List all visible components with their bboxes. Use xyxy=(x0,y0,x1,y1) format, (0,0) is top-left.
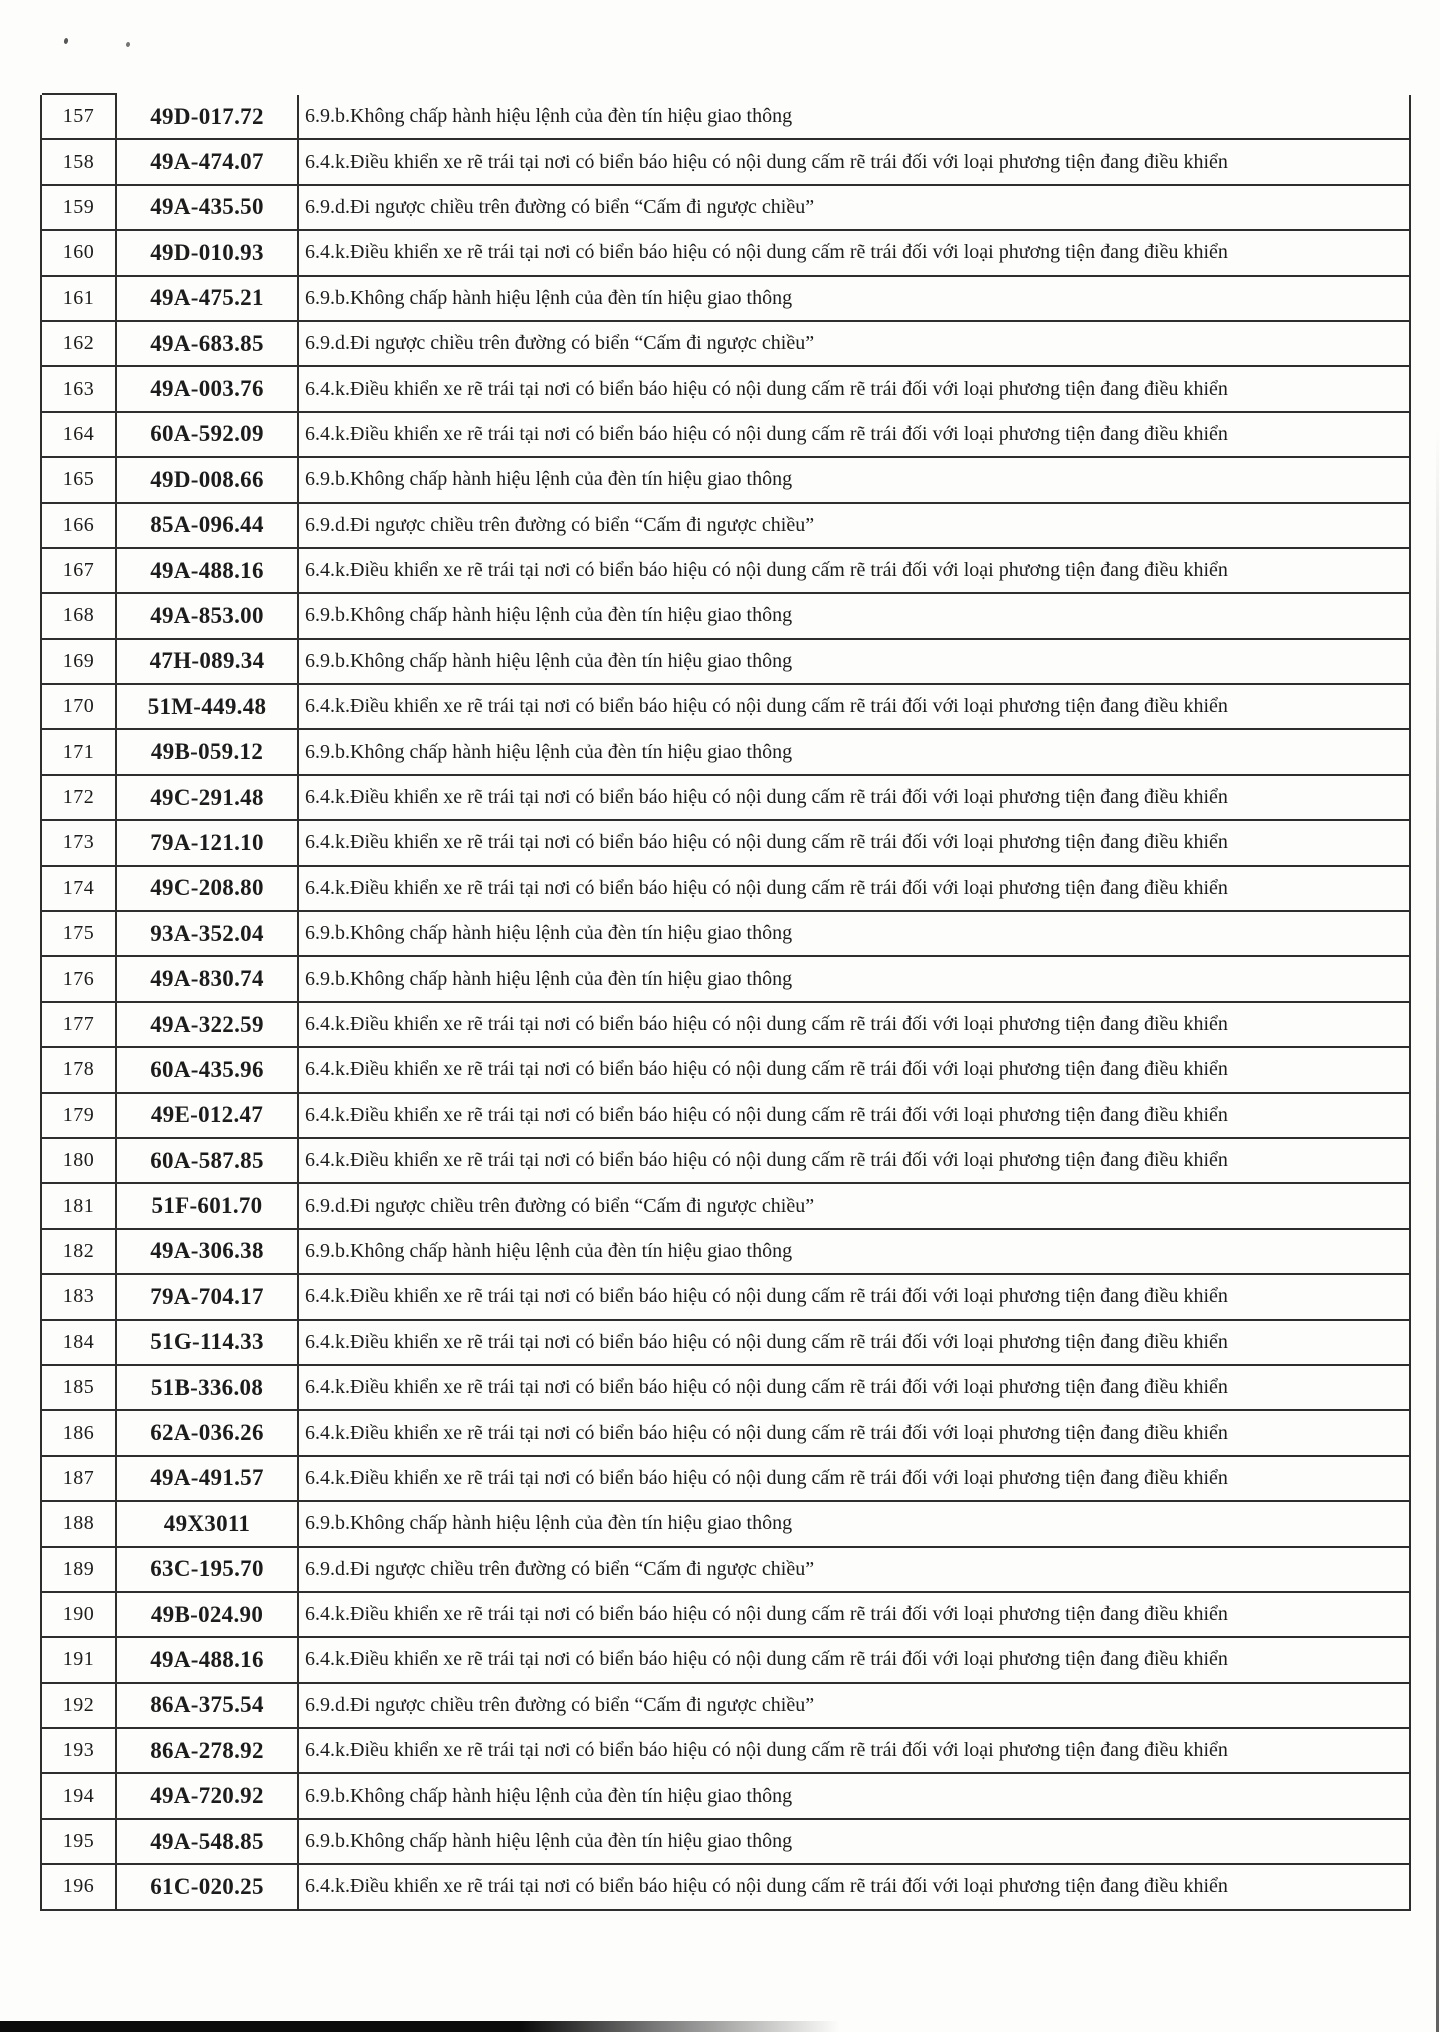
table-row xyxy=(42,1184,1409,1229)
violation-description-cell: 6.4.k.Điều khiển xe rẽ trái tại nơi có biển báo hiệu có nội dung cấm rẽ trái đối với loại phương tiện đang điều khiển xyxy=(305,1875,1228,1898)
plate-number-cell: 61C-020.25 xyxy=(117,1865,299,1908)
row-number-cell: 192 xyxy=(42,1684,117,1727)
violation-description-cell: 6.4.k.Điều khiển xe rẽ trái tại nơi có biển báo hiệu có nội dung cấm rẽ trái đối với loại phương tiện đang điều khiển xyxy=(305,1149,1228,1172)
table-row xyxy=(42,821,1409,866)
row-number-cell: 195 xyxy=(42,1820,117,1863)
plate-number-cell: 49A-322.59 xyxy=(117,1003,299,1046)
violation-description-cell: 6.4.k.Điều khiển xe rẽ trái tại nơi có biển báo hiệu có nội dung cấm rẽ trái đối với loại phương tiện đang điều khiển xyxy=(305,422,1228,445)
row-number-cell: 185 xyxy=(42,1366,117,1409)
violation-description-cell: 6.4.k.Điều khiển xe rẽ trái tại nơi có biển báo hiệu có nội dung cấm rẽ trái đối với loại phương tiện đang điều khiển xyxy=(305,1330,1228,1353)
violation-description-cell: 6.4.k.Điều khiển xe rẽ trái tại nơi có biển báo hiệu có nội dung cấm rẽ trái đối với loại phương tiện đang điều khiển xyxy=(305,1103,1228,1126)
table-row xyxy=(42,1366,1409,1411)
violation-description-cell: 6.9.b.Không chấp hành hiệu lệnh của đèn tín hiệu giao thông xyxy=(305,740,793,763)
violation-description-cell: 6.9.d.Đi ngược chiều trên đường có biển “Cấm đi ngược chiều” xyxy=(305,1194,815,1217)
table-row xyxy=(42,1321,1409,1366)
violation-description-cell: 6.4.k.Điều khiển xe rẽ trái tại nơi có biển báo hiệu có nội dung cấm rẽ trái đối với loại phương tiện đang điều khiển xyxy=(305,1739,1228,1762)
plate-number-cell: 49C-208.80 xyxy=(117,867,299,910)
row-number-cell: 194 xyxy=(42,1774,117,1817)
row-number-cell: 177 xyxy=(42,1003,117,1046)
row-number-cell: 178 xyxy=(42,1048,117,1091)
plate-number-cell: 49B-059.12 xyxy=(117,730,299,773)
table-row xyxy=(42,1275,1409,1320)
violation-description-cell: 6.9.b.Không chấp hành hiệu lệnh của đèn tín hiệu giao thông xyxy=(305,1784,793,1807)
table-row xyxy=(42,1094,1409,1139)
row-number-cell: 160 xyxy=(42,231,117,274)
row-number-cell: 164 xyxy=(42,413,117,456)
plate-number-cell: 60A-587.85 xyxy=(117,1139,299,1182)
row-number-cell: 187 xyxy=(42,1457,117,1500)
table-row xyxy=(42,549,1409,594)
violation-description-cell: 6.4.k.Điều khiển xe rẽ trái tại nơi có biển báo hiệu có nội dung cấm rẽ trái đối với loại phương tiện đang điều khiển xyxy=(305,1648,1228,1671)
row-number-cell: 181 xyxy=(42,1184,117,1227)
row-number-cell: 174 xyxy=(42,867,117,910)
plate-number-cell: 49A-488.16 xyxy=(117,549,299,592)
table-row xyxy=(42,1774,1409,1819)
violation-description-cell: 6.9.b.Không chấp hành hiệu lệnh của đèn tín hiệu giao thông xyxy=(305,1239,793,1262)
row-number-cell: 172 xyxy=(42,776,117,819)
table-row xyxy=(42,140,1409,185)
table-row xyxy=(42,1684,1409,1729)
table-row xyxy=(42,1139,1409,1184)
table-row xyxy=(42,1820,1409,1865)
plate-number-cell: 51F-601.70 xyxy=(117,1184,299,1227)
violation-description-cell: 6.4.k.Điều khiển xe rẽ trái tại nơi có biển báo hiệu có nội dung cấm rẽ trái đối với loại phương tiện đang điều khiển xyxy=(305,241,1228,264)
row-number-cell: 161 xyxy=(42,277,117,320)
scan-artifact-bottom-bar xyxy=(0,2021,840,2032)
violation-description-cell: 6.4.k.Điều khiển xe rẽ trái tại nơi có biển báo hiệu có nội dung cấm rẽ trái đối với loại phương tiện đang điều khiển xyxy=(305,559,1228,582)
table-row xyxy=(42,1003,1409,1048)
table-row xyxy=(42,367,1409,412)
plate-number-cell: 49D-008.66 xyxy=(117,458,299,501)
table-row xyxy=(42,685,1409,730)
violation-description-cell: 6.9.d.Đi ngược chiều trên đường có biển “Cấm đi ngược chiều” xyxy=(305,1557,815,1580)
violation-description-cell: 6.9.b.Không chấp hành hiệu lệnh của đèn tín hiệu giao thông xyxy=(305,922,793,945)
table-row xyxy=(42,231,1409,276)
violation-description-cell: 6.4.k.Điều khiển xe rẽ trái tại nơi có biển báo hiệu có nội dung cấm rẽ trái đối với loại phương tiện đang điều khiển xyxy=(305,1376,1228,1399)
plate-number-cell: 49A-720.92 xyxy=(117,1774,299,1817)
table-row xyxy=(42,1230,1409,1275)
plate-number-cell: 49A-475.21 xyxy=(117,277,299,320)
plate-number-cell: 93A-352.04 xyxy=(117,912,299,955)
plate-number-cell: 49A-683.85 xyxy=(117,322,299,365)
violation-description-cell: 6.4.k.Điều khiển xe rẽ trái tại nơi có biển báo hiệu có nội dung cấm rẽ trái đối với loại phương tiện đang điều khiển xyxy=(305,1603,1228,1626)
row-number-cell: 166 xyxy=(42,504,117,547)
violation-description-cell: 6.4.k.Điều khiển xe rẽ trái tại nơi có biển báo hiệu có nội dung cấm rẽ trái đối với loại phương tiện đang điều khiển xyxy=(305,1421,1228,1444)
row-number-cell: 159 xyxy=(42,186,117,229)
violation-description-cell: 6.9.b.Không chấp hành hiệu lệnh của đèn tín hiệu giao thông xyxy=(305,604,793,627)
row-number-cell: 176 xyxy=(42,957,117,1000)
table-row xyxy=(42,95,1409,140)
plate-number-cell: 49D-017.72 xyxy=(117,95,299,138)
violations-table xyxy=(40,95,1411,1911)
row-number-cell: 173 xyxy=(42,821,117,864)
row-number-cell: 168 xyxy=(42,594,117,637)
violation-description-cell: 6.9.d.Đi ngược chiều trên đường có biển “Cấm đi ngược chiều” xyxy=(305,1693,815,1716)
row-number-cell: 186 xyxy=(42,1411,117,1454)
table-row xyxy=(42,1548,1409,1593)
row-number-cell: 169 xyxy=(42,640,117,683)
plate-number-cell: 49C-291.48 xyxy=(117,776,299,819)
row-number-cell: 167 xyxy=(42,549,117,592)
plate-number-cell: 79A-704.17 xyxy=(117,1275,299,1318)
table-row xyxy=(42,957,1409,1002)
violation-description-cell: 6.4.k.Điều khiển xe rẽ trái tại nơi có biển báo hiệu có nội dung cấm rẽ trái đối với loại phương tiện đang điều khiển xyxy=(305,1058,1228,1081)
row-number-cell: 180 xyxy=(42,1139,117,1182)
table-row xyxy=(42,504,1409,549)
table-row xyxy=(42,1638,1409,1683)
violation-description-cell: 6.9.b.Không chấp hành hiệu lệnh của đèn tín hiệu giao thông xyxy=(305,1512,793,1535)
plate-number-cell: 49A-435.50 xyxy=(117,186,299,229)
row-number-cell: 193 xyxy=(42,1729,117,1772)
table-row xyxy=(42,322,1409,367)
row-number-cell: 163 xyxy=(42,367,117,410)
plate-number-cell: 86A-278.92 xyxy=(117,1729,299,1772)
table-row xyxy=(42,1865,1409,1910)
plate-number-cell: 79A-121.10 xyxy=(117,821,299,864)
plate-number-cell: 85A-096.44 xyxy=(117,504,299,547)
table-row xyxy=(42,458,1409,503)
violation-description-cell: 6.9.b.Không chấp hành hiệu lệnh của đèn tín hiệu giao thông xyxy=(305,468,793,491)
violation-description-cell: 6.9.b.Không chấp hành hiệu lệnh của đèn tín hiệu giao thông xyxy=(305,286,793,309)
row-number-cell: 196 xyxy=(42,1865,117,1908)
violation-description-cell: 6.9.b.Không chấp hành hiệu lệnh của đèn tín hiệu giao thông xyxy=(305,967,793,990)
violation-description-cell: 6.4.k.Điều khiển xe rẽ trái tại nơi có biển báo hiệu có nội dung cấm rẽ trái đối với loại phương tiện đang điều khiển xyxy=(305,876,1228,899)
plate-number-cell: 51M-449.48 xyxy=(117,685,299,728)
table-row xyxy=(42,186,1409,231)
table-row xyxy=(42,912,1409,957)
violations-table-body xyxy=(42,95,1409,1911)
violation-description-cell: 6.9.d.Đi ngược chiều trên đường có biển “Cấm đi ngược chiều” xyxy=(305,195,815,218)
plate-number-cell: 49A-474.07 xyxy=(117,140,299,183)
plate-number-cell: 63C-195.70 xyxy=(117,1548,299,1591)
violation-description-cell: 6.9.b.Không chấp hành hiệu lệnh của đèn tín hiệu giao thông xyxy=(305,649,793,672)
plate-number-cell: 86A-375.54 xyxy=(117,1684,299,1727)
scan-artifact-right-edge xyxy=(1436,430,1439,2032)
row-number-cell: 170 xyxy=(42,685,117,728)
plate-number-cell: 49B-024.90 xyxy=(117,1593,299,1636)
row-number-cell: 165 xyxy=(42,458,117,501)
plate-number-cell: 47H-089.34 xyxy=(117,640,299,683)
row-number-cell: 183 xyxy=(42,1275,117,1318)
table-row xyxy=(42,867,1409,912)
plate-number-cell: 62A-036.26 xyxy=(117,1411,299,1454)
plate-number-cell: 60A-435.96 xyxy=(117,1048,299,1091)
table-row xyxy=(42,1593,1409,1638)
row-number-cell: 182 xyxy=(42,1230,117,1273)
table-row xyxy=(42,594,1409,639)
violation-description-cell: 6.4.k.Điều khiển xe rẽ trái tại nơi có biển báo hiệu có nội dung cấm rẽ trái đối với loại phương tiện đang điều khiển xyxy=(305,1285,1228,1308)
scan-artifact-dot xyxy=(63,38,68,45)
plate-number-cell: 49A-853.00 xyxy=(117,594,299,637)
row-number-cell: 191 xyxy=(42,1638,117,1681)
table-row xyxy=(42,413,1409,458)
plate-number-cell: 49A-830.74 xyxy=(117,957,299,1000)
table-row xyxy=(42,1502,1409,1547)
row-number-cell: 189 xyxy=(42,1548,117,1591)
plate-number-cell: 49E-012.47 xyxy=(117,1094,299,1137)
scan-artifact-dot xyxy=(126,42,131,48)
violation-description-cell: 6.4.k.Điều khiển xe rẽ trái tại nơi có biển báo hiệu có nội dung cấm rẽ trái đối với loại phương tiện đang điều khiển xyxy=(305,786,1228,809)
violation-description-cell: 6.9.b.Không chấp hành hiệu lệnh của đèn tín hiệu giao thông xyxy=(305,1830,793,1853)
table-row xyxy=(42,277,1409,322)
row-number-cell: 179 xyxy=(42,1094,117,1137)
table-row xyxy=(42,1457,1409,1502)
plate-number-cell: 49A-548.85 xyxy=(117,1820,299,1863)
table-row xyxy=(42,1729,1409,1774)
violation-description-cell: 6.4.k.Điều khiển xe rẽ trái tại nơi có biển báo hiệu có nội dung cấm rẽ trái đối với loại phương tiện đang điều khiển xyxy=(305,1466,1228,1489)
violation-description-cell: 6.4.k.Điều khiển xe rẽ trái tại nơi có biển báo hiệu có nội dung cấm rẽ trái đối với loại phương tiện đang điều khiển xyxy=(305,1013,1228,1035)
violation-description-cell: 6.9.d.Đi ngược chiều trên đường có biển “Cấm đi ngược chiều” xyxy=(305,332,815,355)
violation-description-cell: 6.4.k.Điều khiển xe rẽ trái tại nơi có biển báo hiệu có nội dung cấm rẽ trái đối với loại phương tiện đang điều khiển xyxy=(305,831,1228,854)
table-row xyxy=(42,776,1409,821)
violation-description-cell: 6.4.k.Điều khiển xe rẽ trái tại nơi có biển báo hiệu có nội dung cấm rẽ trái đối với loại phương tiện đang điều khiển xyxy=(305,695,1228,718)
plate-number-cell: 49A-306.38 xyxy=(117,1230,299,1273)
row-number-cell: 171 xyxy=(42,730,117,773)
plate-number-cell: 60A-592.09 xyxy=(117,413,299,456)
violation-description-cell: 6.9.d.Đi ngược chiều trên đường có biển “Cấm đi ngược chiều” xyxy=(305,513,815,536)
row-number-cell: 188 xyxy=(42,1502,117,1545)
row-number-cell: 184 xyxy=(42,1321,117,1364)
violation-description-cell: 6.4.k.Điều khiển xe rẽ trái tại nơi có biển báo hiệu có nội dung cấm rẽ trái đối với loại phương tiện đang điều khiển xyxy=(305,150,1228,173)
row-number-cell: 158 xyxy=(42,140,117,183)
plate-number-cell: 49D-010.93 xyxy=(117,231,299,274)
row-number-cell: 175 xyxy=(42,912,117,955)
row-number-cell: 162 xyxy=(42,322,117,365)
plate-number-cell: 49A-003.76 xyxy=(117,367,299,410)
table-row xyxy=(42,1048,1409,1093)
table-row xyxy=(42,640,1409,685)
table-row xyxy=(42,1411,1409,1456)
plate-number-cell: 51G-114.33 xyxy=(117,1321,299,1364)
plate-number-cell: 49X3011 xyxy=(117,1502,299,1545)
plate-number-cell: 49A-488.16 xyxy=(117,1638,299,1681)
row-number-cell: 190 xyxy=(42,1593,117,1636)
table-row xyxy=(42,730,1409,775)
violation-description-cell: 6.9.b.Không chấp hành hiệu lệnh của đèn tín hiệu giao thông xyxy=(305,105,793,128)
row-number-cell: 157 xyxy=(42,93,117,138)
plate-number-cell: 51B-336.08 xyxy=(117,1366,299,1409)
plate-number-cell: 49A-491.57 xyxy=(117,1457,299,1500)
violation-description-cell: 6.4.k.Điều khiển xe rẽ trái tại nơi có biển báo hiệu có nội dung cấm rẽ trái đối với loại phương tiện đang điều khiển xyxy=(305,377,1228,400)
